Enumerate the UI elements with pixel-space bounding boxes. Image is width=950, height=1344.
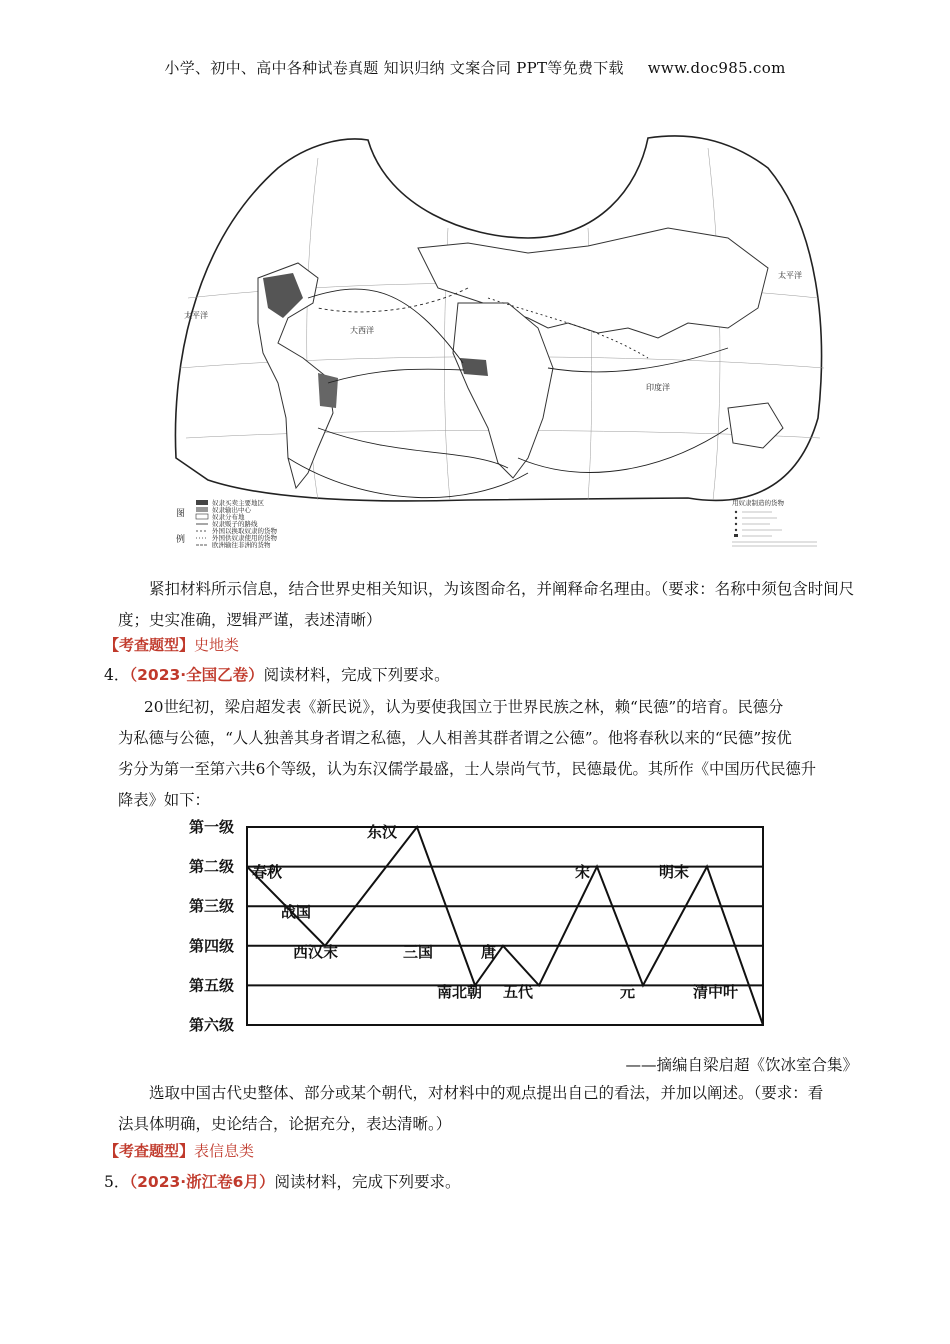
chart-point-label: 清中叶 bbox=[693, 983, 739, 1001]
legend-item-6: 外国供奴隶使用的货物 bbox=[212, 534, 277, 542]
tag2-value: 表信息类 bbox=[194, 1142, 255, 1160]
q4-material bbox=[118, 692, 858, 816]
chart-point-label: 春秋 bbox=[252, 863, 283, 881]
legend-side-label-1: 图 bbox=[176, 509, 186, 519]
chart-y-labels bbox=[189, 818, 234, 1034]
legend-item-2: 奴隶输出中心 bbox=[212, 506, 251, 514]
q4-number: 4． bbox=[104, 666, 130, 684]
q4-para-line4: 降表》如下： bbox=[118, 791, 210, 809]
q4-source: （2023·全国乙卷） bbox=[129, 666, 264, 684]
page-header bbox=[0, 57, 950, 78]
q4-citation: ——摘编自梁启超《饮冰室合集》 bbox=[625, 1056, 858, 1074]
chart-y-tick-label: 第五级 bbox=[189, 976, 235, 995]
q4-task-line1: 选取中国古代史整体、部分或某个朝代，对材料中的观点提出自己的看法，并加以阐述。（要求：看 bbox=[149, 1084, 824, 1102]
legend-right-title: 用奴隶制造的货物 bbox=[732, 499, 784, 507]
legend-swatch-1 bbox=[196, 500, 208, 505]
chart-y-tick-label: 第六级 bbox=[189, 1016, 235, 1034]
chart-point-label: 战国 bbox=[281, 903, 312, 921]
q3-prompt-text: 紧扣材料所示信息，结合世界史相关知识，为该图命名，并阐释命名理由。（要求：名称中须包含时间尺度；史实准确，逻辑严谨，表述清晰） bbox=[118, 580, 855, 629]
q4-task-line2: 法具体明确，史论结合，论据充分，表达清晰。） bbox=[118, 1115, 452, 1133]
q4-heading bbox=[104, 663, 450, 685]
ocean-label-atlantic: 大西洋 bbox=[350, 326, 374, 335]
tag1-value: 史地类 bbox=[194, 636, 240, 654]
map-legend bbox=[172, 498, 832, 550]
ocean-label-pacific-east: 太平洋 bbox=[778, 271, 802, 280]
chart-point-label: 南北朝 bbox=[437, 983, 483, 1001]
legend-side-label-2: 例 bbox=[176, 535, 186, 545]
chart-point-label: 元 bbox=[620, 983, 636, 1001]
chart-point-label: 唐 bbox=[481, 943, 497, 961]
ocean-label-pacific-west: 太平洋 bbox=[184, 311, 208, 320]
q3-prompt bbox=[118, 574, 858, 636]
q4-para-line1: 20世纪初，梁启超发表《新民说》，认为要使我国立于世界民族之林，赖“民德”的培育。民德分 bbox=[144, 698, 784, 716]
header-url: www.doc985.com bbox=[647, 59, 786, 77]
legend-item-1: 奴隶买卖主要地区 bbox=[212, 499, 264, 507]
chart-point-label: 明末 bbox=[659, 863, 690, 881]
tag2-label: 考查题型 bbox=[119, 1142, 180, 1160]
q4-para-line3: 劣分为第一至第六共6个等级，认为东汉儒学最盛，士人崇尚气节，民德最优。其所作《中国历代民德升 bbox=[118, 760, 817, 778]
tag2-open: 【 bbox=[104, 1142, 120, 1160]
legend-swatch-2 bbox=[196, 507, 208, 512]
slave-region-brazil bbox=[318, 373, 338, 408]
q4-instruction: 阅读材料，完成下列要求。 bbox=[263, 666, 450, 684]
tag1-close: 】 bbox=[179, 636, 195, 654]
q5-source: （2023·浙江卷6月） bbox=[129, 1173, 275, 1191]
chart-point-label: 三国 bbox=[403, 943, 434, 961]
tag1-open: 【 bbox=[104, 636, 120, 654]
chart-y-tick-label: 第三级 bbox=[189, 897, 235, 916]
question-type-tag-1 bbox=[104, 634, 239, 655]
world-map-figure bbox=[168, 128, 830, 548]
chart-point-label: 宋 bbox=[575, 863, 591, 881]
chart-point-label: 东汉 bbox=[367, 823, 398, 841]
chart-y-tick-label: 第一级 bbox=[189, 818, 235, 836]
q5-instruction: 阅读材料，完成下列要求。 bbox=[274, 1173, 461, 1191]
q5-heading bbox=[104, 1170, 460, 1192]
legend-item-7: 欧洲输往非洲的货物 bbox=[212, 541, 271, 549]
legend-item-3: 奴隶分布地 bbox=[212, 513, 245, 521]
q5-number: 5． bbox=[104, 1173, 130, 1191]
question-type-tag-2 bbox=[104, 1140, 254, 1161]
chart-y-tick-label: 第四级 bbox=[189, 936, 235, 955]
tag1-label: 考查题型 bbox=[119, 636, 180, 654]
chart-point-label: 五代 bbox=[503, 983, 534, 1001]
tag2-close: 】 bbox=[179, 1142, 195, 1160]
legend-item-4: 奴隶贩子的路线 bbox=[212, 520, 258, 528]
q4-task bbox=[118, 1078, 858, 1140]
minde-chart bbox=[185, 815, 775, 1041]
chart-point-labels bbox=[252, 823, 739, 1001]
ocean-label-indian: 印度洋 bbox=[646, 383, 670, 392]
chart-y-tick-label: 第二级 bbox=[189, 857, 235, 876]
legend-swatch-3 bbox=[196, 514, 208, 519]
q4-para-line2: 为私德与公德，“人人独善其身者谓之私德，人人相善其群者谓之公德”。他将春秋以来的“民德”按优 bbox=[118, 729, 792, 747]
header-left-text: 小学、初中、高中各种试卷真题 知识归纳 文案合同 PPT等免费下载 bbox=[164, 59, 624, 77]
slave-region-west-africa bbox=[460, 358, 488, 376]
chart-point-label: 西汉末 bbox=[293, 943, 339, 961]
legend-item-5: 外国以换取奴隶的货物 bbox=[212, 527, 277, 535]
